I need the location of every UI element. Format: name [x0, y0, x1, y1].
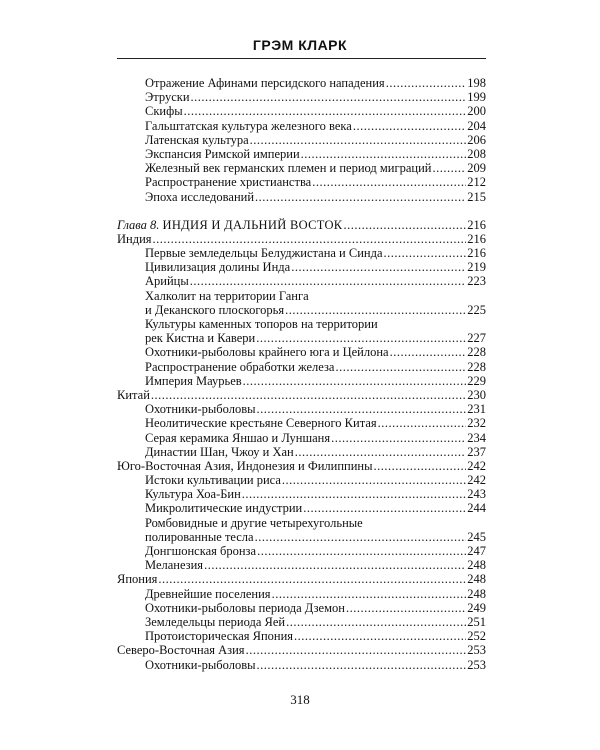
toc-entry: Земледельцы периода Яей ..... 251: [117, 615, 486, 629]
header-rule: [117, 58, 486, 59]
running-title: ГРЭМ КЛАРК: [252, 37, 348, 53]
toc-entry: Охотники-рыболовы крайнего юга и Цейлона ..... 228: [117, 345, 486, 359]
toc-entry: Первые земледельцы Белуджистана и Синда ..... 216: [117, 246, 486, 260]
toc-entry: Неолитические крестьяне Северного Китая ..... 232: [117, 416, 486, 430]
chapter-label: Глава 8.: [117, 217, 160, 232]
chapter-heading: [117, 218, 486, 232]
toc-entry: Донгшонская бронза ..... 247: [117, 544, 486, 558]
toc-entry-line: Ромбовидные и другие четырехугольные: [145, 515, 363, 530]
toc-entry-line: Халколит на территории Ганга: [145, 288, 309, 303]
toc-entry: Эпоха исследований ..... 215: [117, 190, 486, 204]
toc-section: Юго-Восточная Азия, Индонезия и Филиппины ..... 242: [117, 459, 486, 473]
toc-entry: Меланезия ..... 248: [117, 558, 486, 572]
toc-entry: Охотники-рыболовы ..... 231: [117, 402, 486, 416]
toc-section: Индия ..... 216: [117, 232, 486, 246]
toc-section: Япония ..... 248: [117, 572, 486, 586]
toc-entry: Гальштатская культура железного века ..... 204: [117, 119, 486, 133]
toc-entry: Династии Шан, Чжоу и Хан ..... 237: [117, 445, 486, 459]
toc-entry: Микролитические индустрии ..... 244: [117, 501, 486, 515]
toc-entry: Охотники-рыболовы ..... 253: [117, 658, 486, 672]
toc-entry: Протоисторическая Япония ..... 252: [117, 629, 486, 643]
toc-entry: Отражение Афинами персидского нападения ..... 198: [117, 76, 486, 90]
toc-entry: Цивилизация долины Инда ..... 219: [117, 260, 486, 274]
toc-entry: Этруски ..... 199: [117, 90, 486, 104]
page-number: 318: [290, 692, 310, 707]
toc-entry: Истоки культивации риса ..... 242: [117, 473, 486, 487]
table-of-contents: [117, 76, 486, 672]
section-gap: [117, 204, 486, 218]
chapter-title: ИНДИЯ И ДАЛЬНИЙ ВОСТОК: [162, 217, 343, 232]
toc-entry: Империя Маурьев ..... 229: [117, 374, 486, 388]
toc-entry: Серая керамика Яншао и Луншаня ..... 234: [117, 431, 486, 445]
toc-entry: Латенская культура ..... 206: [117, 133, 486, 147]
toc-entry-line: Культуры каменных топоров на территории: [145, 317, 378, 331]
toc-entry: Арийцы ..... 223: [117, 274, 486, 288]
toc-entry: Скифы ..... 200: [117, 104, 486, 118]
toc-entry: Железный век германских племен и период миграций ..... 209: [117, 161, 486, 175]
toc-entry: Охотники-рыболовы периода Дземон ..... 249: [117, 601, 486, 615]
toc-entry: полированные тесла ..... 245: [117, 530, 486, 544]
toc-entry: Древнейшие поселения ..... 248: [117, 587, 486, 601]
toc-entry: Культура Хоа-Бин ..... 243: [117, 487, 486, 501]
toc-entry: рек Кистна и Кавери ..... 227: [117, 331, 486, 345]
toc-section: Китай ..... 230: [117, 388, 486, 402]
toc-entry: Экспансия Римской империи ..... 208: [117, 147, 486, 161]
toc-entry: Распространение обработки железа ..... 228: [117, 360, 486, 374]
toc-entry: и Деканского плоскогорья ..... 225: [117, 303, 486, 317]
chapter-page: 216: [467, 217, 486, 232]
toc-section: Северо-Восточная Азия ..... 253: [117, 643, 486, 657]
toc-entry: Распространение христианства ..... 212: [117, 175, 486, 189]
